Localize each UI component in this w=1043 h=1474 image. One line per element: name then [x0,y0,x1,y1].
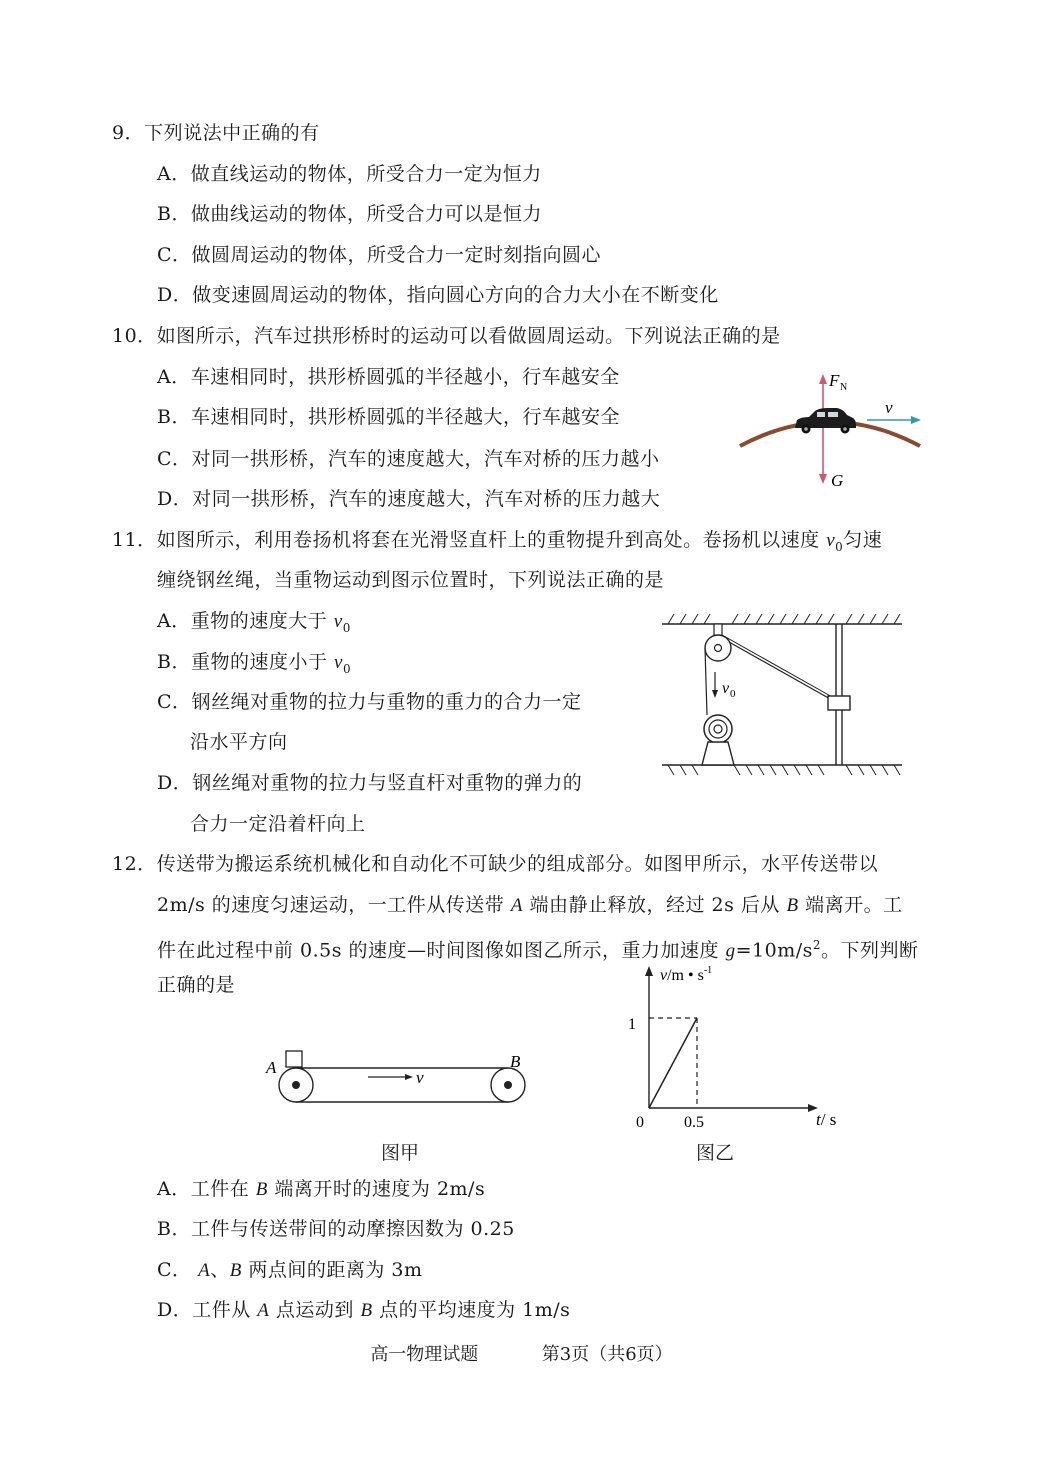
car-icon [795,408,856,434]
winch-icon [702,715,734,765]
q11-option-a: A．重物的速度大于 $v_0$ [157,610,351,635]
conveyor-figure [260,1045,540,1110]
tick-origin: 0 [636,1114,644,1131]
q11-option-b: B．重物的速度小于 $v_0$ [157,651,352,676]
q11-option-d-line2: 合力一定沿着杆向上 [190,813,366,835]
fn-label: F [829,371,840,390]
vt-chart [620,960,860,1130]
q12-stem-line3: 件在此过程中前 0.5s 的速度—时间图像如图乙所示，重力加速度 $g=10m/s^2$。下列判断 [157,938,919,962]
bridge-figure [735,368,925,498]
q11-stem-line2: 缠绕钢丝绳，当重物运动到图示位置时，下列说法正确的是 [157,569,665,591]
q12-stem-line1: 12．传送带为搬运系统机械化和自动化不可缺少的组成部分。如图甲所示，水平传送带以 [112,853,879,875]
q11-option-d-line1: D．钢丝绳对重物的拉力与竖直杆对重物的弹力的 [157,772,583,794]
q9-option-a: A．做直线运动的物体，所受合力一定为恒力 [157,163,542,185]
series-line [649,1018,697,1108]
label-a: A [266,1058,277,1077]
q11-option-c-line2: 沿水平方向 [190,731,288,753]
figure-yi-caption: 图乙 [696,1142,735,1164]
q9-option-c: C．做圆周运动的物体，所受合力一定时刻指向圆心 [157,244,602,266]
y-axis-label: v/m • $s^{-1}$ [660,965,713,984]
v0-label: v [722,680,730,697]
x-axis-label: t/ s [816,1110,837,1129]
tick-y-1: 1 [628,1016,636,1033]
q12-option-a: A．工件在 B 端离开时的速度为 2m/s [157,1178,486,1200]
footer-subject: 高一物理试题 [370,1344,479,1365]
g-label: G [831,471,844,490]
q12-option-c: C． A、B 两点间的距离为 3m [157,1259,423,1281]
q10-option-b: B．车速相同时，拱形桥圆弧的半径越大，行车越安全 [157,406,620,428]
workpiece [286,1051,302,1067]
label-b: B [510,1052,521,1071]
page-footer [0,1340,1043,1366]
fn-subscript: N [840,382,848,393]
weight-block [828,696,850,710]
q12-option-d: D．工件从 A 点运动到 B 点的平均速度为 1m/s [157,1299,571,1321]
q9-option-d: D．做变速圆周运动的物体，指向圆心方向的合力大小在不断变化 [157,284,719,306]
q11-option-c-line1: C．钢丝绳对重物的拉力与重物的重力的合力一定 [157,691,582,713]
footer-page: 第3页（共6页） [541,1344,673,1365]
q10-option-c: C．对同一拱形桥，汽车的速度越大，汽车对桥的压力越小 [157,448,660,470]
figure-jia-caption: 图甲 [381,1142,420,1164]
q9-option-b: B．做曲线运动的物体，所受合力可以是恒力 [157,203,542,225]
q10-option-a: A．车速相同时，拱形桥圆弧的半径越小，行车越安全 [157,366,620,388]
tick-x-0-5: 0.5 [684,1114,704,1131]
winch-figure [660,612,905,777]
q11-stem-line1: 11．如图所示，利用卷扬机将套在光滑竖直杆上的重物提升到高处。卷扬机以速度 $v_0$匀速 [112,529,883,554]
q9-stem: 9．下列说法中正确的有 [112,122,320,144]
q12-option-b: B．工件与传送带间的动摩擦因数为 0.25 [157,1218,515,1240]
v-label: v [885,398,893,417]
q12-stem-line4: 正确的是 [157,974,236,996]
q10-stem: 10．如图所示，汽车过拱形桥时的运动可以看做圆周运动。下列说法正确的是 [112,325,781,347]
label-v: v [416,1068,424,1087]
v0-subscript: 0 [730,688,736,700]
q10-option-d: D．对同一拱形桥，汽车的速度越大，汽车对桥的压力越大 [157,488,661,510]
q12-stem-line2: 2m/s 的速度匀速运动，一工件从传送带 A 端由静止释放，经过 2s 后从 B 端离开。工 [157,894,903,916]
